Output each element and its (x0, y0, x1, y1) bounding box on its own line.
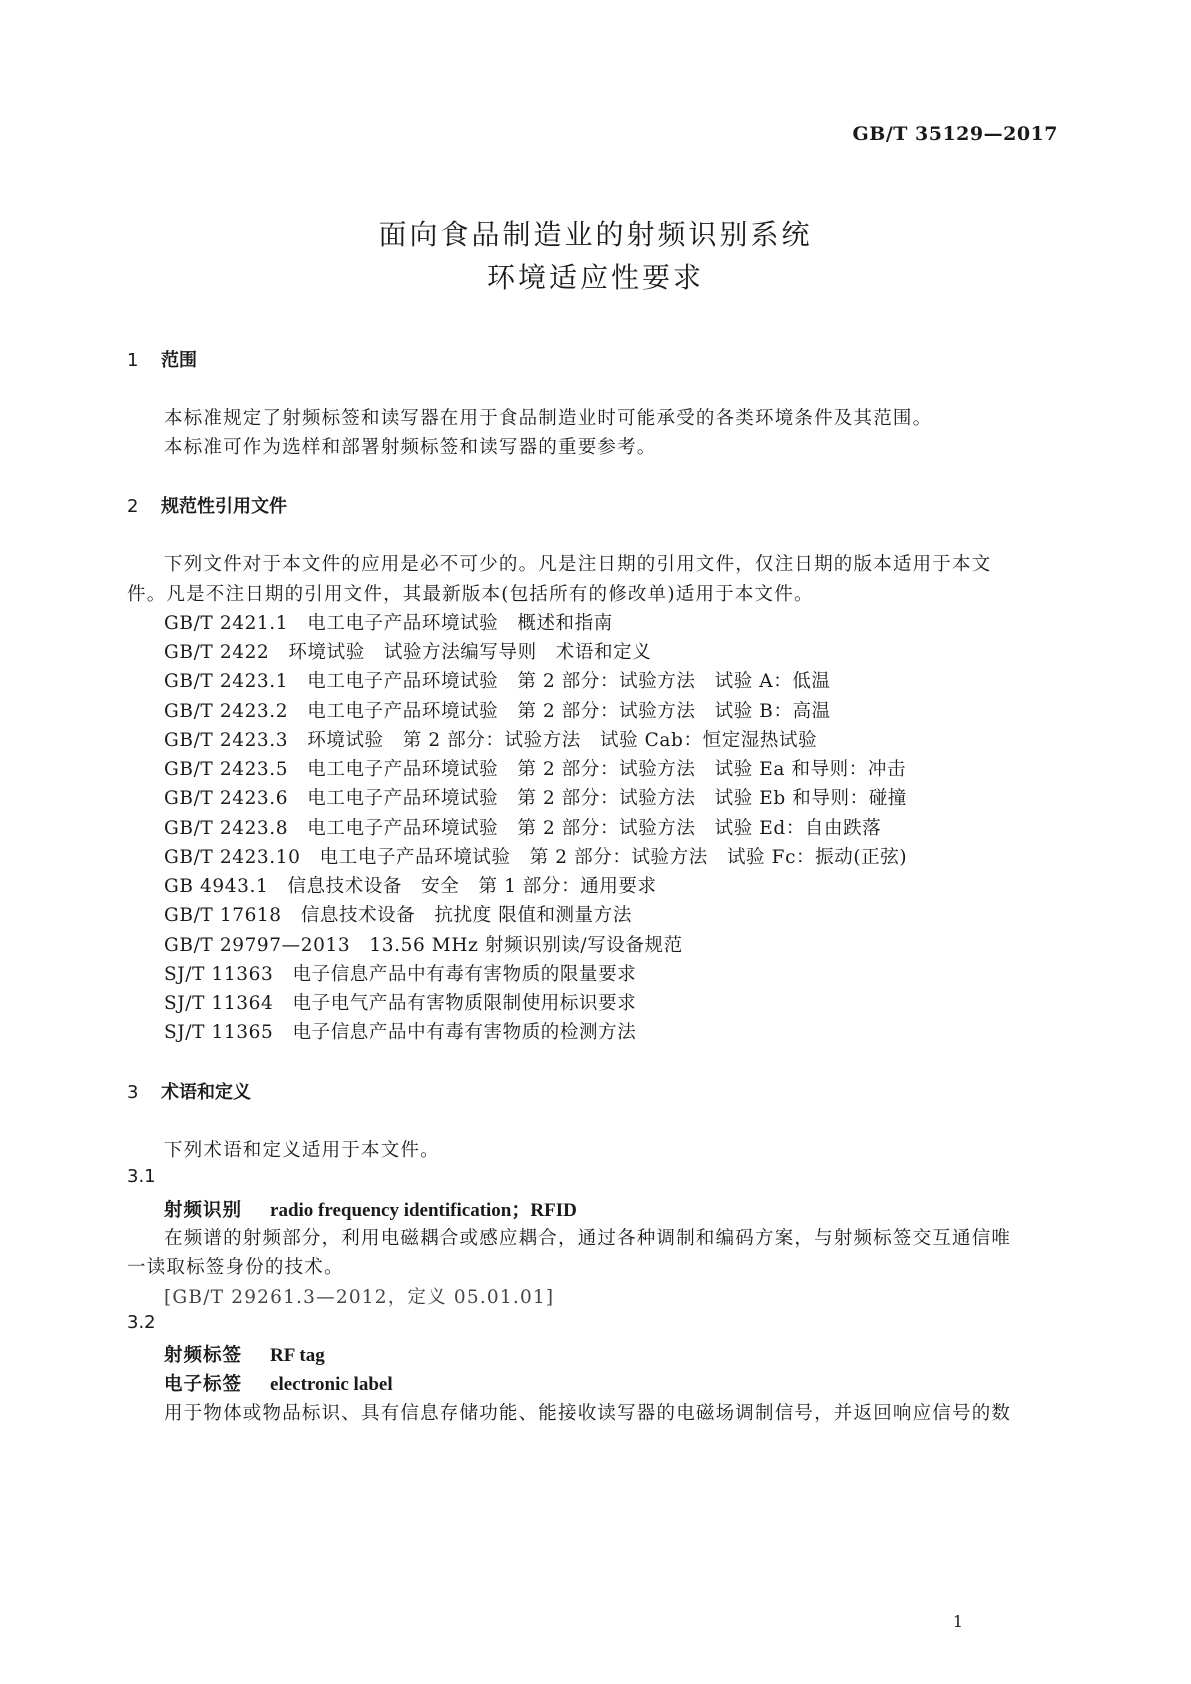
term-3-1-definition-line-1: 在频谱的射频部分，利用电磁耦合或感应耦合，通过各种调制和编码方案，与射频标签交互通信唯 (164, 1228, 1012, 1249)
section-title: 规范性引用文件 (161, 496, 287, 517)
term-zh: 射频标签 (164, 1345, 243, 1366)
references-intro-line-2: 件。凡是不注日期的引用文件，其最新版本(包括所有的修改单)适用于本文件。 (127, 584, 814, 605)
reference-item: GB/T 2423.5 电工电子产品环境试验 第 2 部分：试验方法 试验 Ea 和导则：冲击 (164, 759, 907, 780)
reference-item: SJ/T 11364 电子电气产品有害物质限制使用标识要求 (164, 993, 637, 1014)
reference-item: GB 4943.1 信息技术设备 安全 第 1 部分：通用要求 (164, 876, 657, 897)
references-intro-line-1: 下列文件对于本文件的应用是必不可少的。凡是注日期的引用文件，仅注日期的版本适用于本文 (164, 554, 992, 575)
section-1-heading (127, 346, 197, 372)
term-en: radio frequency identification；RFID (270, 1200, 577, 1221)
terms-intro: 下列术语和定义适用于本文件。 (164, 1140, 440, 1161)
term-zh: 射频识别 (164, 1200, 243, 1221)
term-3-1-title (164, 1195, 577, 1222)
term-3-2-number: 3.2 (127, 1312, 156, 1333)
section-number: 1 (127, 350, 139, 371)
reference-item: GB/T 2423.6 电工电子产品环境试验 第 2 部分：试验方法 试验 Eb 和导则：碰撞 (164, 788, 907, 809)
reference-item: GB/T 2423.3 环境试验 第 2 部分：试验方法 试验 Cab：恒定湿热试验 (164, 730, 818, 751)
term-3-2-title-1 (164, 1341, 325, 1367)
term-3-1-definition-line-2: 一读取标签身份的技术。 (127, 1257, 344, 1278)
reference-item: GB/T 2423.2 电工电子产品环境试验 第 2 部分：试验方法 试验 B：高温 (164, 701, 831, 722)
section-2-heading (127, 492, 287, 518)
term-zh: 电子标签 (164, 1374, 243, 1395)
reference-item: GB/T 2423.1 电工电子产品环境试验 第 2 部分：试验方法 试验 A：低温 (164, 671, 831, 692)
reference-item: GB/T 17618 信息技术设备 抗扰度 限值和测量方法 (164, 905, 632, 926)
term-3-2-title-2 (164, 1370, 393, 1396)
term-en: electronic label (270, 1374, 393, 1395)
document-title-line-2: 环境适应性要求 (486, 261, 704, 294)
section-number: 3 (127, 1082, 139, 1103)
reference-item: GB/T 2421.1 电工电子产品环境试验 概述和指南 (164, 613, 613, 634)
section-title: 范围 (161, 350, 197, 371)
reference-item: SJ/T 11363 电子信息产品中有毒有害物质的限量要求 (164, 964, 637, 985)
reference-item: GB/T 2423.10 电工电子产品环境试验 第 2 部分：试验方法 试验 Fc：振动(正弦) (164, 847, 908, 868)
reference-item: GB/T 2423.8 电工电子产品环境试验 第 2 部分：试验方法 试验 Ed：自由跌落 (164, 818, 882, 839)
reference-item: SJ/T 11365 电子信息产品中有毒有害物质的检测方法 (164, 1022, 637, 1043)
term-3-1-number: 3.1 (127, 1166, 156, 1187)
section-3-heading (127, 1078, 251, 1104)
document-title-line-1: 面向食品制造业的射频识别系统 (378, 218, 813, 251)
term-3-1-source: [GB/T 29261.3—2012，定义 05.01.01] (164, 1287, 555, 1308)
reference-item: GB/T 29797—2013 13.56 MHz 射频识别读/写设备规范 (164, 935, 683, 956)
term-3-2-definition-line-1: 用于物体或物品标识、具有信息存储功能、能接收读写器的电磁场调制信号，并返回响应信号的数 (164, 1403, 1012, 1424)
section-number: 2 (127, 496, 139, 517)
standard-code: GB/T 35129—2017 (852, 123, 1058, 145)
reference-item: GB/T 2422 环境试验 试验方法编写导则 术语和定义 (164, 642, 652, 663)
term-en: RF tag (270, 1345, 325, 1366)
section-title: 术语和定义 (161, 1082, 251, 1103)
scope-paragraph-1: 本标准规定了射频标签和读写器在用于食品制造业时可能承受的各类环境条件及其范围。 (164, 408, 933, 429)
page-number: 1 (952, 1612, 963, 1631)
scope-paragraph-2: 本标准可作为选样和部署射频标签和读写器的重要参考。 (164, 437, 657, 458)
